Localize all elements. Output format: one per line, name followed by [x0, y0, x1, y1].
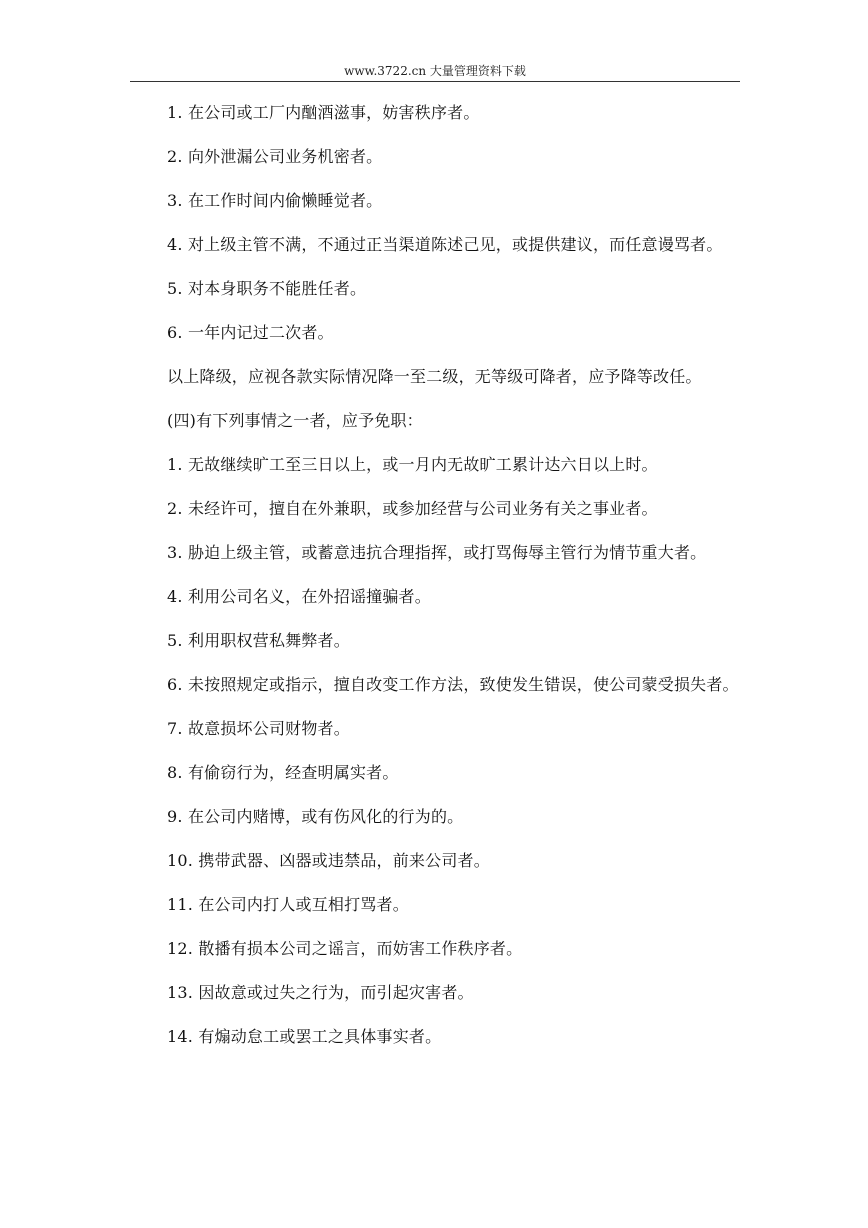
paragraph: 4. 利用公司名义，在外招谣撞骗者。 — [167, 587, 431, 606]
header-divider — [130, 81, 740, 82]
paragraph: 13. 因故意或过失之行为，而引起灾害者。 — [167, 983, 474, 1002]
paragraph: 5. 对本身职务不能胜任者。 — [167, 279, 367, 298]
paragraph: 3. 在工作时间内偷懒睡觉者。 — [167, 191, 383, 210]
paragraph: 2. 向外泄漏公司业务机密者。 — [167, 147, 383, 166]
document-body — [137, 102, 739, 1048]
paragraph: 11. 在公司内打人或互相打骂者。 — [167, 895, 409, 914]
paragraph: 4. 对上级主管不满，不通过正当渠道陈述己见，或提供建议，而任意谩骂者。 — [167, 235, 723, 254]
paragraph: 1. 在公司或工厂内酗酒滋事，妨害秩序者。 — [167, 103, 480, 122]
paragraph: 6. 未按照规定或指示，擅自改变工作方法，致使发生错误，使公司蒙受损失者。 — [167, 675, 739, 694]
paragraph: 6. 一年内记过二次者。 — [167, 323, 334, 342]
paragraph: 3. 胁迫上级主管，或蓄意违抗合理指挥，或打骂侮辱主管行为情节重大者。 — [167, 543, 707, 562]
paragraph: 10. 携带武器、凶器或违禁品，前来公司者。 — [167, 851, 490, 870]
paragraph: 9. 在公司内赌博，或有伤风化的行为的。 — [167, 807, 464, 826]
paragraph: 5. 利用职权营私舞弊者。 — [167, 631, 350, 650]
paragraph: 7. 故意损坏公司财物者。 — [167, 719, 350, 738]
paragraph: 12. 散播有损本公司之谣言，而妨害工作秩序者。 — [167, 939, 523, 958]
paragraph: 2. 未经许可，擅自在外兼职，或参加经营与公司业务有关之事业者。 — [167, 499, 658, 518]
paragraph: 14. 有煽动怠工或罢工之具体事实者。 — [167, 1027, 442, 1046]
paragraph: 8. 有偷窃行为，经查明属实者。 — [167, 763, 399, 782]
section-heading: (四)有下列事情之一者，应予免职： — [167, 411, 423, 430]
page-header: www.3722.cn 大量管理资料下载 — [344, 64, 526, 78]
paragraph: 以上降级，应视各款实际情况降一至二级，无等级可降者，应予降等改任。 — [167, 367, 702, 386]
paragraph: 1. 无故继续旷工至三日以上，或一月内无故旷工累计达六日以上时。 — [167, 455, 658, 474]
